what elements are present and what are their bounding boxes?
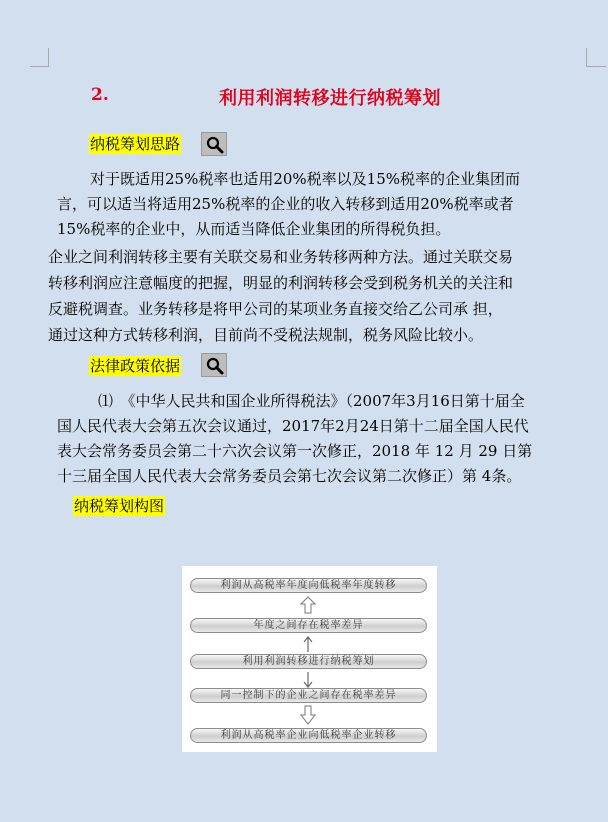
search-button[interactable] <box>201 132 227 156</box>
paragraph-line: 言，可以适当将适用25%税率的企业的收入转移到适用20%税率或者 <box>57 195 514 213</box>
paragraph-line: 反避税调查。业务转移是将甲公司的某项业务直接交给乙公司承 担， <box>48 300 503 318</box>
section-label-legal-basis: 法律政策依据 <box>90 357 181 375</box>
paragraph-line: 15%税率的企业中，从而适当降低企业集团的所得税负担。 <box>57 220 451 238</box>
crop-mark <box>586 48 587 67</box>
diagram-box: 利润从高税率企业向低税率企业转移 <box>190 728 427 743</box>
heading-number: 2. <box>91 85 109 105</box>
diagram-box: 利用利润转移进行纳税筹划 <box>190 654 427 669</box>
diagram-box: 同一控制下的企业之间存在税率差异 <box>190 688 427 703</box>
section-label-diagram: 纳税筹划构图 <box>74 497 165 515</box>
tax-planning-diagram <box>182 566 437 752</box>
heading-title: 利用利润转移进行纳税筹划 <box>219 88 441 109</box>
diagram-box: 年度之间存在税率差异 <box>190 618 427 633</box>
paragraph-line: 转移利润应注意幅度的把握，明显的利润转移会受到税务机关的关注和 <box>48 274 514 292</box>
search-button[interactable] <box>201 353 227 377</box>
law-citation-line: 国人民代表大会第五次会议通过，2017年2月24日第十二届全国人民代 <box>57 417 529 435</box>
law-citation-line: 十三届全国人民代表大会常务委员会第七次会议第二次修正）第 4条。 <box>57 467 522 485</box>
search-icon <box>206 357 224 375</box>
crop-mark <box>48 48 49 67</box>
up-arrow-icon <box>300 596 316 614</box>
crop-mark <box>30 66 49 67</box>
search-icon <box>206 136 224 154</box>
law-citation-line: 表大会常务委员会第二十六次会议第一次修正，2018 年 12 月 29 日第 <box>57 442 533 460</box>
paragraph-line: 企业之间利润转移主要有关联交易和业务转移两种方法。通过关联交易 <box>48 248 514 266</box>
down-arrow-icon <box>300 705 316 725</box>
paragraph-line: 通过这种方式转移利润，目前尚不受税法规制，税务风险比较小。 <box>48 326 484 344</box>
crop-mark <box>586 66 606 67</box>
paragraph-line: 对于既适用25%税率也适用20%税率以及15%税率的企业集团而 <box>90 170 521 188</box>
law-citation-line: ⑴ 《中华人民共和国企业所得税法》（2007年3月16日第十届全 <box>98 392 525 410</box>
diagram-box: 利润从高税率年度向低税率年度转移 <box>190 578 427 593</box>
up-arrow-icon <box>300 635 316 653</box>
section-label-approach: 纳税筹划思路 <box>90 135 181 153</box>
down-arrow-icon <box>300 671 316 689</box>
